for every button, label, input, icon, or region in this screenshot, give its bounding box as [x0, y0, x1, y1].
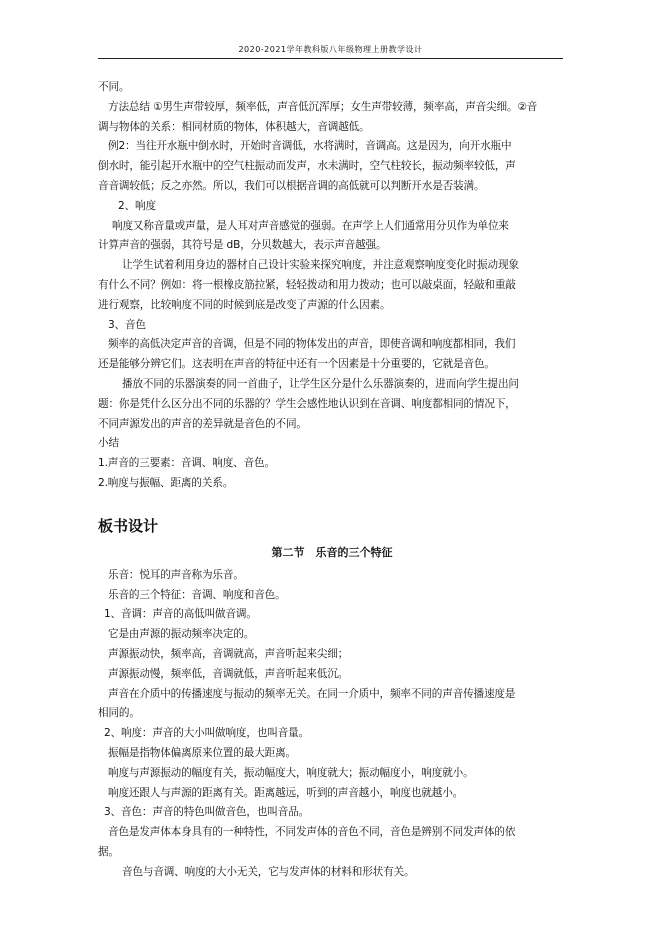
- board-line: 乐音的三个特征：音调、响度和音色。: [108, 588, 286, 601]
- board-line: 3、音色：声音的特色叫做音色，也叫音品。: [104, 806, 310, 819]
- board-line: 振幅是指物体偏离原来位置的最大距离。: [108, 746, 296, 759]
- teaching-line: 调与物体的关系：相同材质的物体，体积越大，音调越低。: [98, 120, 370, 133]
- board-line: 响度还跟人与声源的距离有关。距离越远，听到的声音越小，响度也就越小。: [108, 786, 464, 799]
- teaching-line: 不同。: [98, 81, 130, 93]
- board-line: 声源振动快，频率高，音调就高，声音听起来尖细；: [108, 647, 349, 660]
- board-line: 音色与音调、响度的大小无关，它与发声体的材料和形状有关。: [122, 865, 415, 878]
- board-line: 声源振动慢，频率低，音调就低，声音听起来低沉。: [108, 667, 349, 680]
- teaching-line: 播放不同的乐器演奏的同一首曲子，让学生区分是什么乐器演奏的，进而向学生提出问: [122, 377, 519, 390]
- teaching-line: 方法总结 ①男生声带较厚，频率低，声音低沉浑厚；女生声带较薄，频率高，声音尖细。②音: [108, 100, 538, 113]
- board-line: 据。: [98, 845, 119, 858]
- board-line: 相同的。: [98, 707, 140, 720]
- header-rule: [98, 58, 563, 59]
- teaching-line: 2、响度: [118, 199, 156, 212]
- board-section: [98, 566, 566, 883]
- teaching-line: 不同声源发出的声音的差异就是音色的不同。: [98, 417, 307, 430]
- board-line: 它是由声源的振动频率决定的。: [108, 628, 255, 641]
- board-line: 响度与声源振动的幅度有关，振动幅度大，响度就大；振动幅度小，响度就小。: [108, 766, 474, 779]
- page-header: 2020-2021学年教科版八年级物理上册教学设计: [238, 45, 423, 54]
- board-design-heading: 板书设计: [98, 516, 159, 535]
- teaching-line: 有什么不同？例如：将一根橡皮筋拉紧，轻轻拨动和用力拨动；也可以敲桌面，轻敲和重敲: [98, 278, 516, 291]
- teaching-line: 响度又称音量或声量，是人耳对声音感觉的强弱。在声学上人们通常用分贝作为单位来: [112, 219, 509, 232]
- teaching-line: 2.响度与振幅、距离的关系。: [98, 476, 234, 489]
- teaching-line: 3、音色: [108, 318, 146, 331]
- teaching-line: 倒水时，能引起开水瓶中的空气柱振动而发声，水未满时，空气柱较长，振动频率较低，声: [98, 160, 516, 173]
- teaching-line: 小结: [98, 437, 119, 450]
- board-line: 声音在介质中的传播速度与振动的频率无关。在同一介质中，频率不同的声音传播速度是: [108, 687, 516, 700]
- board-line: 1、音调：声音的高低叫做音调。: [104, 608, 257, 621]
- teaching-line: 1.声音的三要素：音调、响度、音色。: [98, 457, 275, 470]
- teaching-line: 频率的高低决定声音的音调，但是不同的物体发出的声音，即使音调和响度都相同，我们: [108, 338, 516, 351]
- teaching-line: 例2：当往开水瓶中倒水时，开始时音调低，水将满时，音调高。这是因为，向开水瓶中: [108, 140, 512, 153]
- section-gap: [98, 494, 566, 508]
- board-line: 音色是发声体本身具有的一种特性，不同发声体的音色不同，音色是辨别不同发声体的依: [108, 826, 516, 839]
- board-line: 乐音：悦耳的声音称为乐音。: [108, 568, 244, 581]
- teaching-line: 题：你是凭什么区分出不同的乐器的？学生会感性地认识到在音调、响度都相同的情况下，: [98, 397, 516, 410]
- document-body: [98, 78, 566, 882]
- teaching-line: 音音调较低；反之亦然。所以，我们可以根据音调的高低就可以判断开水是否装满。: [98, 179, 485, 192]
- teaching-line: 计算声音的强弱，其符号是 dB，分贝数越大，表示声音越强。: [98, 239, 387, 252]
- board-section-title: 第二节 乐音的三个特征: [271, 545, 393, 559]
- board-line: 2、响度：声音的大小叫做响度，也叫音量。: [104, 727, 310, 740]
- teaching-line: 让学生试着利用身边的器材自己设计实验来探究响度，并注意观察响度变化时振动现象: [122, 259, 519, 272]
- teaching-line: 进行观察，比较响度不同的时候到底是改变了声源的什么因素。: [98, 298, 391, 311]
- teaching-line: 还是能够分辨它们。这表明在声音的特征中还有一个因素是十分重要的，它就是音色。: [98, 358, 495, 371]
- teaching-section: [98, 78, 566, 494]
